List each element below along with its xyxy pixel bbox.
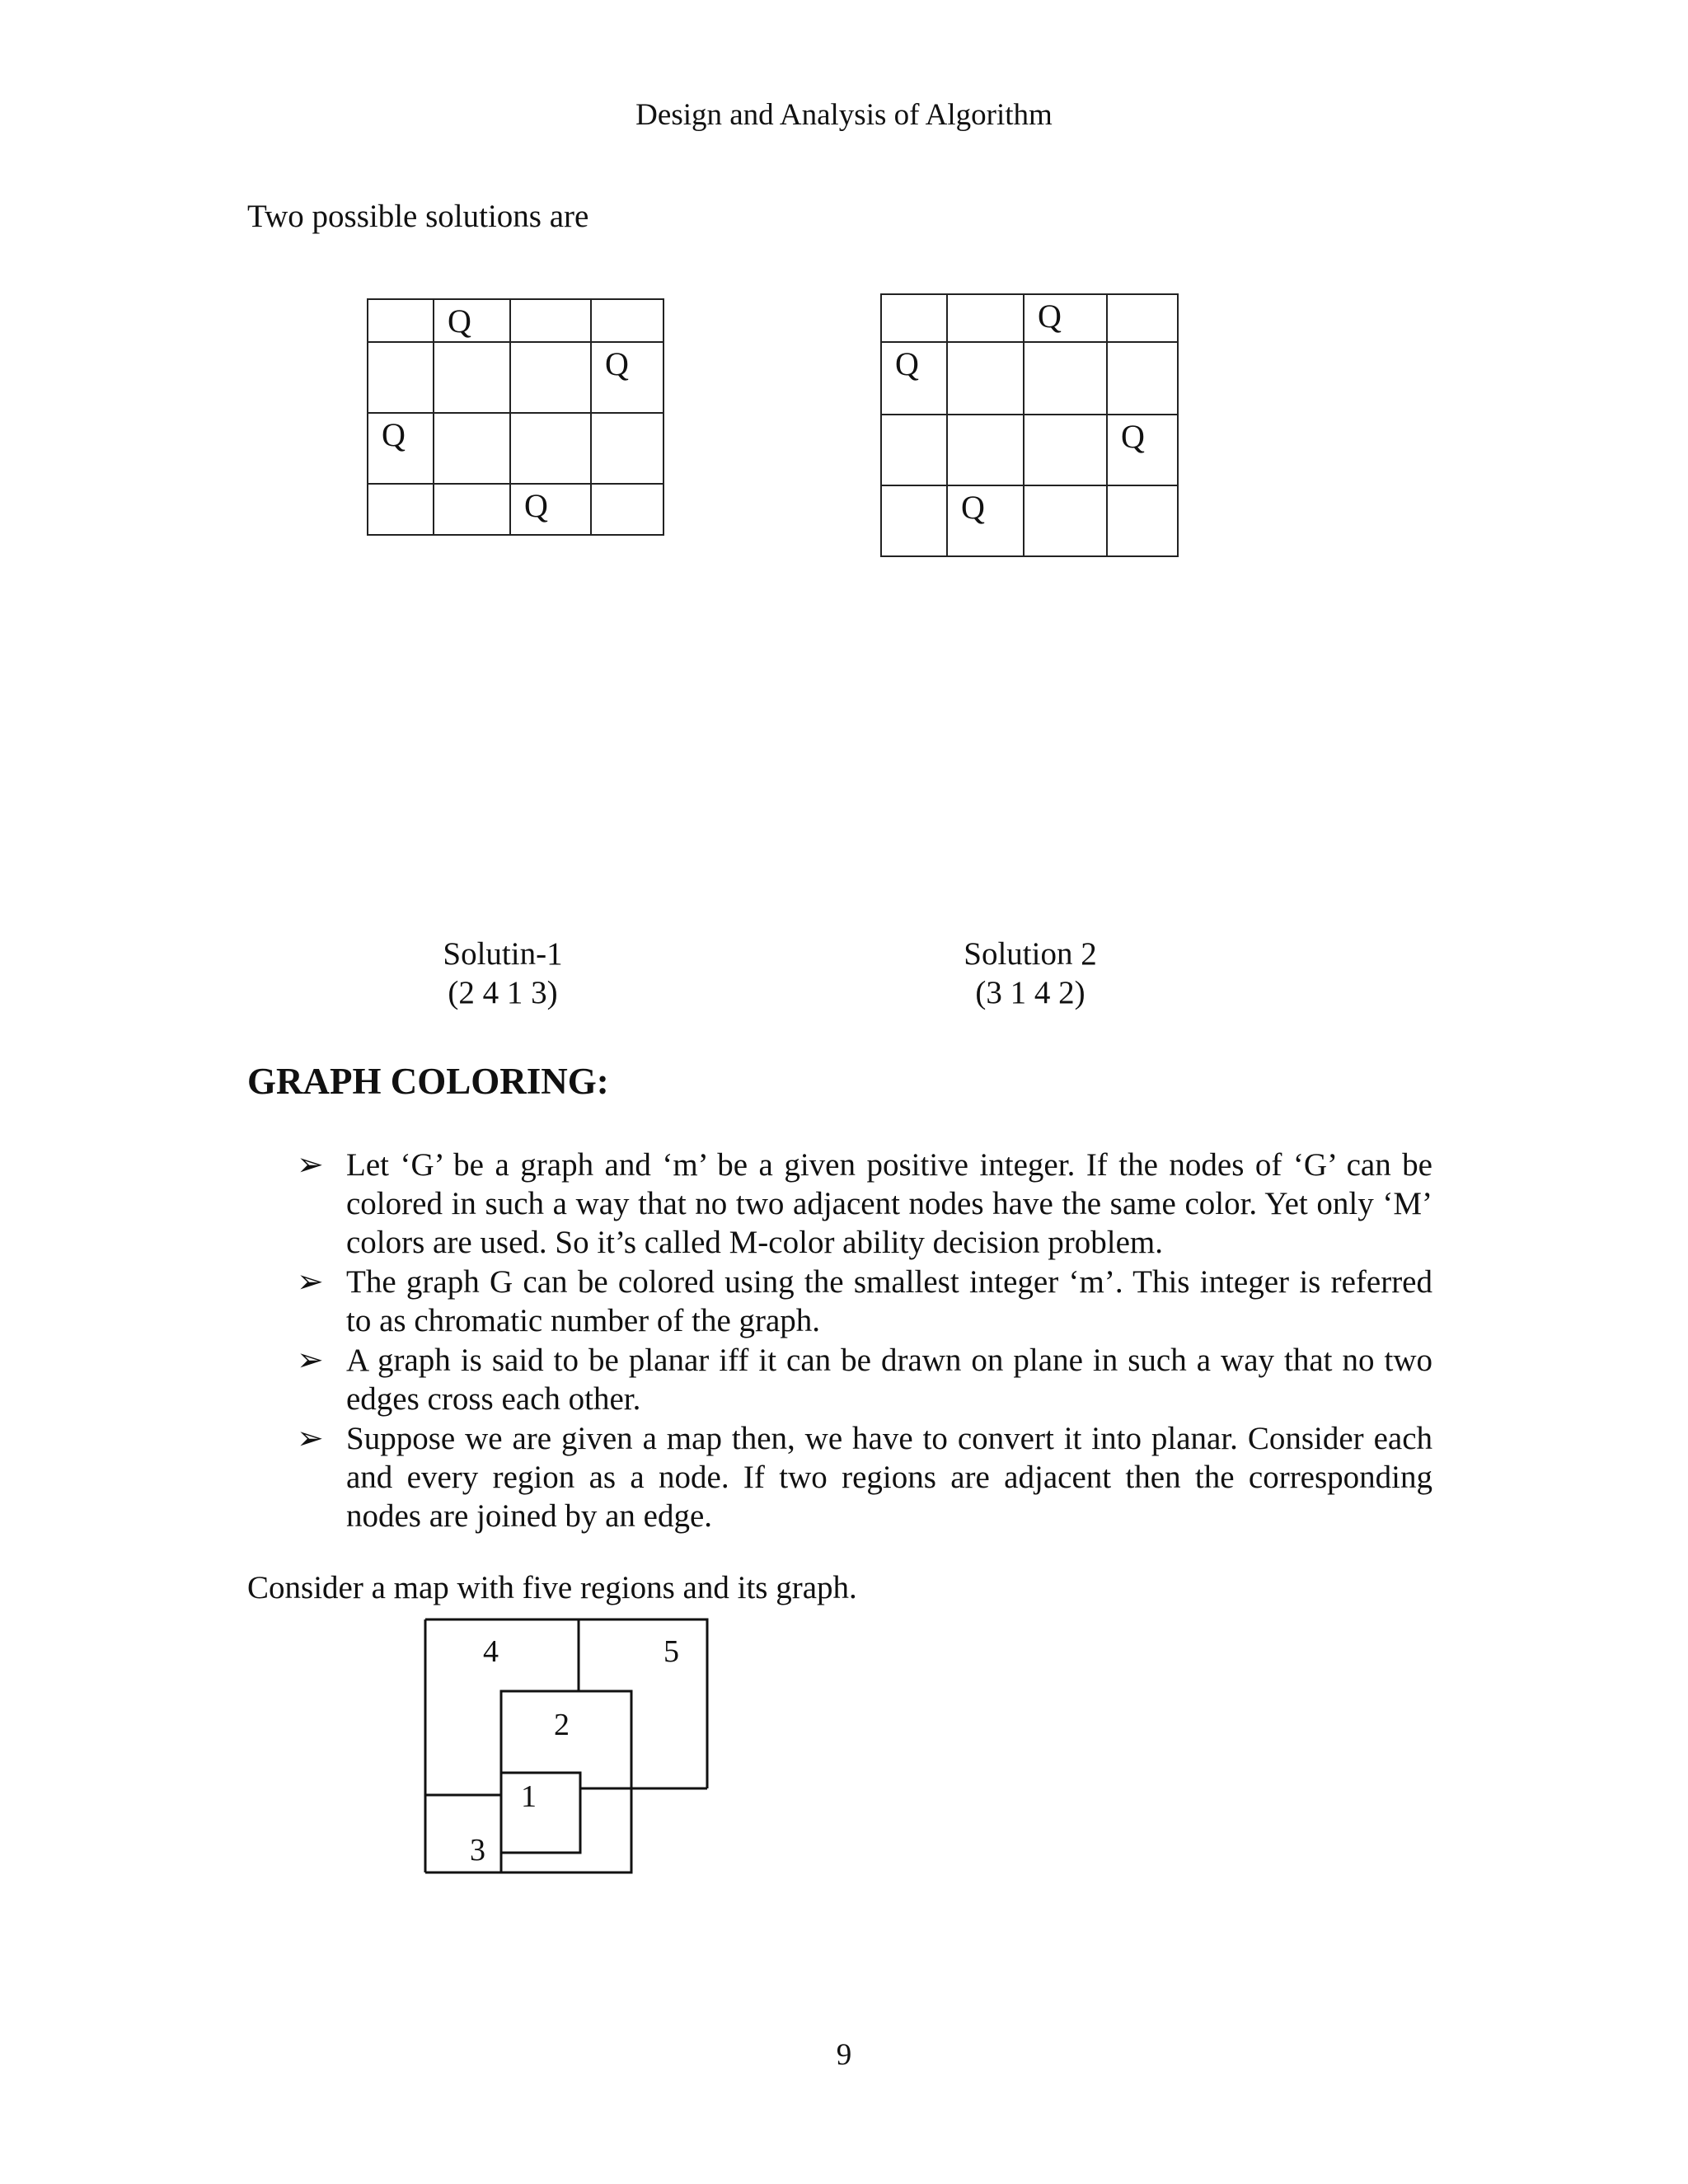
board-row [368,484,663,535]
region-label-2: 2 [554,1708,570,1742]
board-cell [947,294,1024,342]
board-cell [591,413,663,484]
board-cell [1107,415,1178,485]
solution-1-title: Solutin-1 [443,936,563,972]
solution-2-sequence: (3 1 4 2) [975,975,1085,1010]
chessboard-solution-1 [367,298,664,536]
queen-mark: Q [448,302,471,340]
board-cell [434,484,510,535]
arrow-bullet-icon: ➢ [297,1421,324,1456]
queen-mark: Q [382,416,406,453]
five-region-map-diagram [412,1615,725,1887]
board-cell [510,413,591,484]
board-cell [591,342,663,413]
board-cell [1107,342,1178,415]
board-cell [1024,294,1107,342]
queen-mark: Q [1121,418,1145,455]
bullet-list [297,1146,1432,1536]
board-row [881,485,1178,556]
map-intro-text: Consider a map with five regions and its graph. [247,1570,857,1605]
bullet-item [297,1146,1432,1262]
board-cell [591,299,663,342]
region-label-1: 1 [521,1779,537,1814]
bullet-text: Let ‘G’ be a graph and ‘m’ be a given positive integer. If the nodes of ‘G’ can be colored in such a way that no two adjacent nodes have the same color. Yet only ‘M’ colors are used. So it’s called M-color ability decision problem. [346,1147,1432,1260]
bullet-text: Suppose we are given a map then, we have to convert it into planar. Consider each and every region as a node. If two regions are adjacent then the corresponding nodes are joined by an edge. [346,1421,1432,1534]
board-cell [510,342,591,413]
board-row [881,415,1178,485]
board-row [368,342,663,413]
board-cell [434,413,510,484]
board-cell [368,299,434,342]
region-label-5: 5 [663,1634,679,1669]
bullet-text: The graph G can be colored using the smallest integer ‘m’. This integer is referred to as chromatic number of the graph. [346,1264,1432,1338]
board-cell [881,485,947,556]
board-cell [1107,485,1178,556]
board-cell [947,415,1024,485]
queen-mark: Q [1038,298,1062,335]
board-cell [434,299,510,342]
board-cell [368,342,434,413]
arrow-bullet-icon: ➢ [297,1264,324,1300]
solution-2-caption [907,935,1154,1012]
board-cell [1024,342,1107,415]
queen-mark: Q [961,489,985,526]
region-label-3: 3 [470,1833,485,1868]
board-cell [368,484,434,535]
board-cell [368,413,434,484]
map-region-1-boundary [501,1773,580,1853]
board-cell [881,415,947,485]
board-cell [434,342,510,413]
page-number: 9 [836,2038,852,2072]
bullet-item [297,1341,1432,1418]
board-cell [881,342,947,415]
board-cell [510,484,591,535]
board-cell [947,485,1024,556]
board-row [368,413,663,484]
region-label-4: 4 [483,1634,499,1669]
board-cell [881,294,947,342]
solution-1-sequence: (2 4 1 3) [448,975,558,1010]
solution-1-caption [379,935,626,1012]
board-cell [591,484,663,535]
board-cell [1024,485,1107,556]
queen-mark: Q [524,487,548,524]
solution-2-title: Solution 2 [964,936,1097,972]
board-cell [947,342,1024,415]
chessboard-solution-2 [880,293,1179,557]
page-header: Design and Analysis of Algorithm [635,98,1053,132]
board-row [881,342,1178,415]
board-row [368,299,663,342]
board-cell [1024,415,1107,485]
bullet-item [297,1263,1432,1340]
arrow-bullet-icon: ➢ [297,1343,324,1378]
queen-mark: Q [895,345,919,382]
board-row [881,294,1178,342]
board-cell [1107,294,1178,342]
bullet-text: A graph is said to be planar iff it can be drawn on plane in such a way that no two edges cross each other. [346,1343,1432,1417]
section-heading: GRAPH COLORING: [247,1061,609,1102]
bullet-item [297,1419,1432,1535]
queen-mark: Q [605,345,629,382]
board-cell [510,299,591,342]
arrow-bullet-icon: ➢ [297,1147,324,1183]
intro-text: Two possible solutions are [247,199,589,234]
